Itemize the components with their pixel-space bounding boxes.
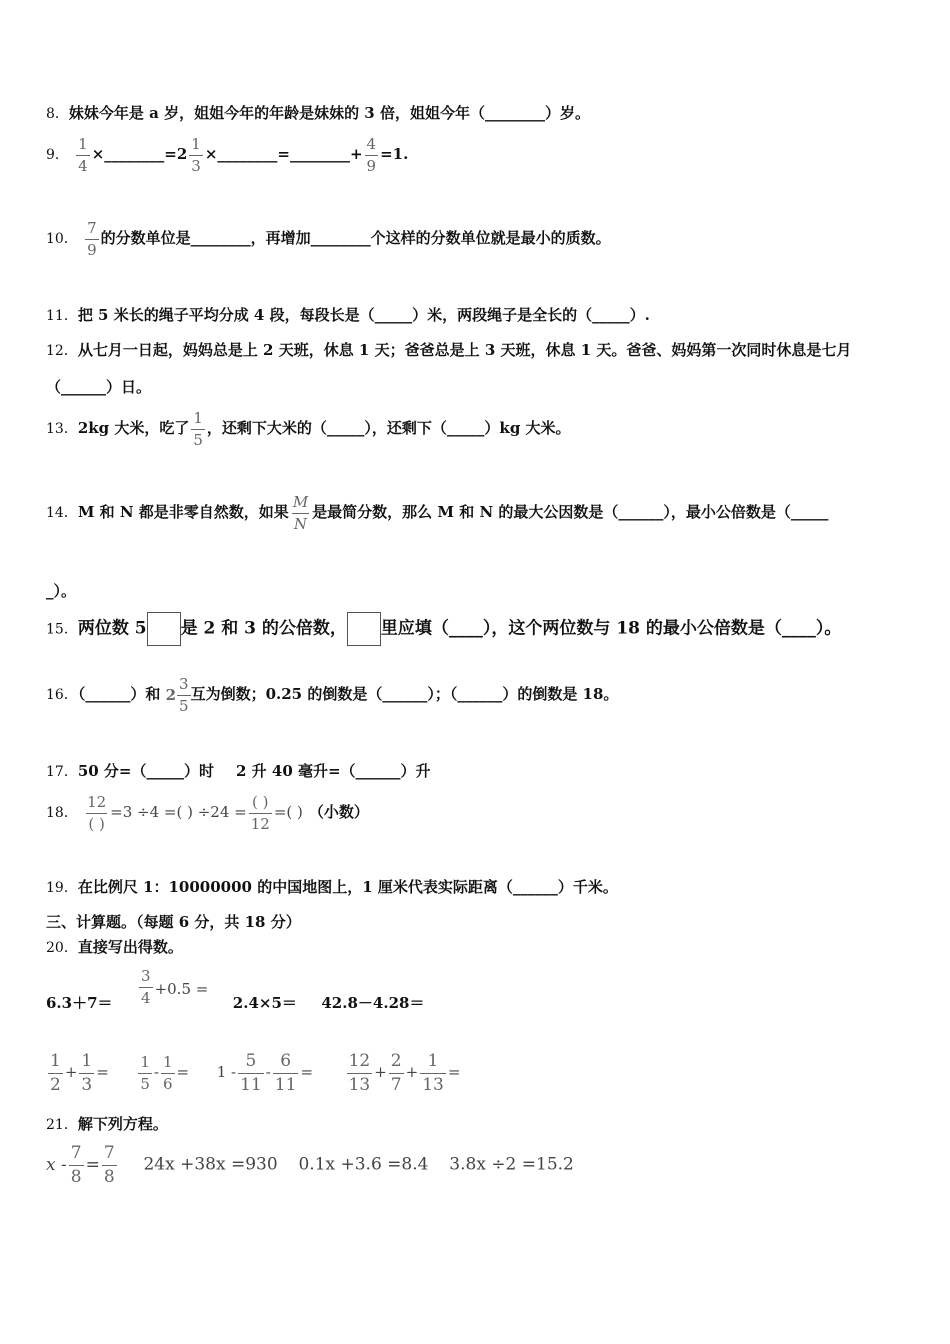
question-text: ×________=________+ xyxy=(204,145,363,163)
question-17 xyxy=(46,760,431,781)
question-text: 里应填（____），这个两位数与 18 的最小公倍数是（____）。 xyxy=(380,618,842,639)
question-number: 11． xyxy=(46,308,78,324)
question-8 xyxy=(46,102,590,123)
answer-box[interactable] xyxy=(347,612,381,646)
calc-item: 2.4×5＝ xyxy=(232,994,297,1012)
question-text: ×________=2 xyxy=(91,145,188,163)
question-text: （______）日。 xyxy=(46,378,152,396)
calc-item: $\frac{1}{5}$ - $\frac{1}{6}$ = xyxy=(140,1053,190,1093)
calc-item: $\frac{12}{13}$ + $\frac{2}{7}$ + $\frac{1}{13}$ = xyxy=(348,1051,461,1095)
answer-box[interactable] xyxy=(147,612,181,646)
question-number: 18． xyxy=(46,805,78,821)
question-text: 互为倒数；0.25 的倒数是（______）；（______）的倒数是 18。 xyxy=(190,685,619,703)
question-text: _）。 xyxy=(46,582,77,600)
question-number: 12． xyxy=(46,343,78,359)
question-text: 解下列方程。 xyxy=(77,1115,168,1133)
question-number: 15． xyxy=(46,621,78,638)
question-9 xyxy=(46,136,408,174)
question-14 xyxy=(46,494,828,532)
question-15 xyxy=(46,612,841,646)
question-text: 把 5 米长的绳子平均分成 4 段，每段长是（_____）米，两段绳子是全长的（_____）. xyxy=(77,306,650,324)
question-16 xyxy=(46,676,618,714)
mixed-number: 2 $\frac{3}{5}$ xyxy=(165,675,189,715)
question-text: （小数） xyxy=(308,803,369,821)
equation-2: 24x +38x =930 xyxy=(143,1154,278,1175)
question-number: 16． xyxy=(46,687,78,703)
question-13 xyxy=(46,410,571,448)
question-text: =1. xyxy=(380,145,409,163)
fraction: $\frac{3}{4}$ xyxy=(141,967,151,1007)
question-number: 19． xyxy=(46,880,78,896)
question-text: 是 2 和 3 的公倍数， xyxy=(180,618,347,639)
fraction: $\frac{7}{9}$ xyxy=(87,219,97,259)
calc-item: $\frac{1}{2}$ + $\frac{1}{3}$ = xyxy=(50,1051,109,1095)
calc-item: +0.5 = xyxy=(154,980,209,998)
question-text: （______）和 xyxy=(77,685,161,703)
fraction: $\frac{( )}{12}$ xyxy=(250,793,270,833)
question-12-continued xyxy=(46,376,151,397)
equation-row xyxy=(46,1144,574,1186)
equation: =3 ÷4 =( ) ÷24 = xyxy=(110,803,247,821)
question-text: 2 升 40 毫升=（______）升 xyxy=(236,762,431,780)
question-text: M 和 N 都是非零自然数，如果 xyxy=(77,503,289,521)
question-14-continued xyxy=(46,580,76,601)
question-text: 的分数单位是________，再增加________个这样的分数单位就是最小的质数。 xyxy=(100,229,611,247)
question-19 xyxy=(46,876,618,897)
question-text: 在比例尺 1：10000000 的中国地图上，1 厘米代表实际距离（______）千米。 xyxy=(77,878,618,896)
question-text: 是最简分数，那么 M 和 N 的最大公因数是（______），最小公倍数是（_____ xyxy=(312,503,829,521)
calc-item: 6.3＋7＝ xyxy=(46,994,113,1012)
question-11 xyxy=(46,304,650,325)
calc-item: 42.8－4.28＝ xyxy=(321,994,425,1012)
calc-row-2 xyxy=(46,1052,460,1094)
section-heading xyxy=(46,911,301,932)
question-number: 17． xyxy=(46,764,78,780)
question-number: 13． xyxy=(46,421,78,437)
question-number: 20． xyxy=(46,940,78,956)
equation-1: x - $\frac{7}{8}$ = $\frac{7}{8}$ xyxy=(46,1143,115,1187)
question-number: 21． xyxy=(46,1117,78,1133)
equation: =( ) xyxy=(273,803,303,821)
fraction: $\frac{1}{4}$ xyxy=(78,135,88,175)
question-text: 妹妹今年是 a 岁，姐姐今年的年龄是妹妹的 3 倍，姐姐今年（________）岁。 xyxy=(68,104,590,122)
calc-item: 1 - $\frac{5}{11}$ - $\frac{6}{11}$ = xyxy=(216,1051,314,1095)
question-number: 8． xyxy=(46,106,69,122)
question-text: 2kg 大米，吃了 xyxy=(77,419,190,437)
equation-3: 0.1x +3.6 =8.4 xyxy=(298,1154,429,1175)
question-text: 50 分=（_____）时 xyxy=(77,762,214,780)
fraction: $\frac{1}{3}$ xyxy=(191,135,201,175)
fraction: $\frac{M}{N}$ xyxy=(292,493,309,533)
section-title: 三、计算题。（每题 6 分，共 18 分） xyxy=(46,913,301,931)
question-text: 两位数 5 xyxy=(77,618,147,639)
question-text: ，还剩下大米的（_____），还剩下（_____）kg 大米。 xyxy=(206,419,571,437)
question-20 xyxy=(46,936,183,957)
calc-row-1 xyxy=(46,968,424,1013)
question-number: 9． xyxy=(46,147,69,163)
question-text: 从七月一日起，妈妈总是上 2 天班，休息 1 天；爸爸总是上 3 天班，休息 1 天。爸爸、妈妈第一次同时休息是七月 xyxy=(77,341,852,359)
question-12 xyxy=(46,339,851,360)
question-18 xyxy=(46,794,369,832)
question-21 xyxy=(46,1113,168,1134)
equation-4: 3.8x ÷2 =15.2 xyxy=(449,1154,574,1175)
fraction: $\frac{1}{5}$ xyxy=(193,409,203,449)
fraction: $\frac{4}{9}$ xyxy=(366,135,377,175)
question-10 xyxy=(46,220,611,258)
question-number: 14． xyxy=(46,505,78,521)
question-number: 10． xyxy=(46,231,78,247)
question-text: 直接写出得数。 xyxy=(77,938,183,956)
fraction: $\frac{12}{( )}$ xyxy=(87,793,107,833)
